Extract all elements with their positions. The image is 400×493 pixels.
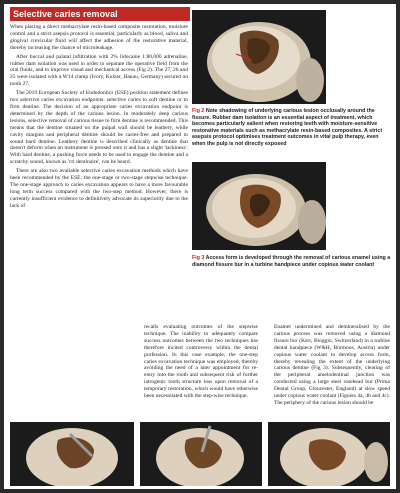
figure-2-caption-text: Note shadowing of underlying carious lesion occlusally around the fissure. Rubber dam isolation is an essential aspect of treatment, which becomes particularly salient when restoring teeth with moisture-sensitive restorative materials such as methacrylate resin-based composites. A strict asepsis protocol optimises treatment outcomes in vital pulp therapy, even when the pulp is not directly exposed (192, 108, 383, 147)
figure-4b-photo (140, 422, 262, 486)
figure-4c-photo (268, 422, 390, 486)
figure-2-label: Fig 2 (192, 108, 205, 114)
middle-column-text (144, 324, 258, 420)
paragraph: recalls evaluating outcomes of the stepwise technique. The inability to adequately compare success outcomes between the two techniques has therefore incited controversy within the dental profession. In this case example, the one-step caries excavation technique was employed, thereby avoiding the need of a later appointment for re-entry into the tooth and subsequent risk of further iatrogenic tooth structure loss upon removal of a temporary restoration, which would have otherwise been necessitated with the step-wise technique. (144, 324, 258, 400)
paragraph: The 2019 European Society of Endodontics (ESE) position statement defines two selective caries excavation endpoints: selective caries to soft dentine or to firm dentine. The decision of an appropriate caries excavation endpoint is determined by the depth of the carious lesion. In moderately deep carious lesions, selective removal of carious tissue to firm dentine is recommended. This means that the dentine situated on the pulpal wall should be leathery, while cavity margins and peripheral dentine should be caries-free and prepared to sound hard dentine. Leathery dentine is described clinically as dentine that doesn't deform when an instrument is pressed onto it and has a slight 'tackiness'. With hard dentine, a pushing force needs to be used to engage the dentine and a scratchy sound, known as 'cri dentinaire', can be heard. (10, 90, 188, 166)
figure-3-caption-text: Access form is developed through the removal of carious enamel using a diamond fissure bur in a turbine handpiece under copious water coolant (192, 255, 391, 268)
tooth-photo-fig3 (192, 162, 326, 250)
right-column-text (274, 324, 390, 420)
tooth-photo-fig4c (268, 422, 390, 486)
figure-4a-photo (10, 422, 134, 486)
figure-3-photo (192, 162, 326, 250)
figure-3-label: Fig 3 (192, 255, 205, 261)
article-page (4, 4, 396, 489)
tooth-photo-fig2 (192, 10, 326, 104)
figure-2-photo (192, 10, 326, 104)
tooth-photo-fig4a (10, 422, 134, 486)
paragraph: Enamel undermined and demineralised by the carious process was removed using a diamond fissure bur (Kerr, Bioggio, Switzerland) in a turbine dental handpiece (W&H, Bürmoos, Austria) under copious water coolant to develop access form, thereby revealing the extent of the underlying carious dentine (Fig 3). Subsequently, clearing of the peripheral amelodentinal junction was conducted using a large steel rosehead bur (Prima Dental Group, Gloucester, England) at slow speed under copious water coolant (Figures 4a, 4b and 4c). The periphery of the carious lesion should be (274, 324, 390, 406)
left-column-text (10, 24, 188, 320)
tooth-photo-fig4b (140, 422, 262, 486)
paragraph: When placing a direct methacrylate resin-based composite restoration, moisture control and a strict asepsis protocol is essential, particularly as blood, saliva and gingival crevicular fluid will affect the adhesion of the restorative material, thereby increasing the chance of microleakage. (10, 24, 188, 51)
figure-2-caption (192, 108, 392, 148)
figure-3-caption (192, 255, 392, 268)
paragraph: After buccal and palatal infiltration with 2% lidocaine 1:80,000 adrenaline, rubber dam isolation was used in order to separate the operative field from the oral fluids, and to improve visual and mechanical access (Fig 2). The 27, 26 and 25 were isolated with a W14 clamp (Ivory, Kulzer, Hanau, Germany) secured on tooth 27. (10, 53, 188, 88)
paragraph: There are also two available selective caries excavation methods which have been recommended by the ESE: the one-stage or two-stage stepwise technique. The one-stage approach to caries excavation appears to have a more favourable long term success compared with the two-step method. However, there is currently insufficient evidence to definitively advocate its superiority due to the lack of (10, 168, 188, 209)
section-title: Selective caries removal (10, 7, 190, 21)
